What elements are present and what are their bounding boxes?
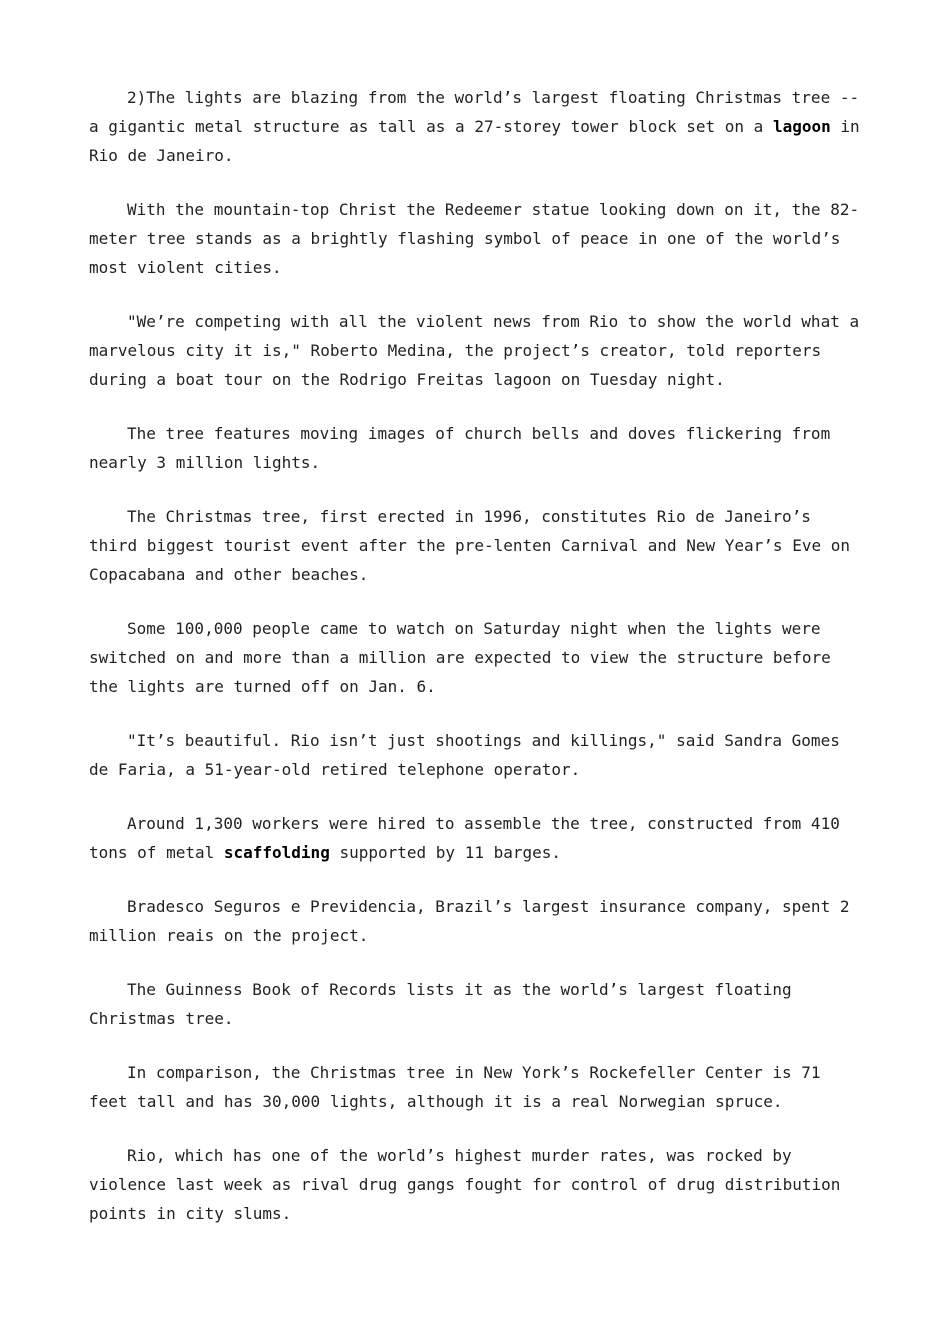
paragraph-4: The tree features moving images of church bells and doves flickering from nearly 3 million lights. xyxy=(89,424,831,472)
paragraph-2: With the mountain-top Christ the Redeemer statue looking down on it, the 82-meter tree stands as a brightly flashing symbol of peace in one of the world’s most violent cities. xyxy=(89,200,860,277)
paragraph-10: The Guinness Book of Records lists it as the world’s largest floating Christmas tree. xyxy=(89,980,792,1028)
paragraph-3: "We’re competing with all the violent news from Rio to show the world what a marvelous city it is," Roberto Medina, the project’s creator, told reporters during a boat tour on the Rodrigo Freitas lagoon on Tuesday night. xyxy=(89,312,860,389)
paragraph-5: The Christmas tree, first erected in 1996, constitutes Rio de Janeiro’s third biggest tourist event after the pre-lenten Carnival and New Year’s Eve on Copacabana and other beaches. xyxy=(89,507,850,584)
paragraph-6: Some 100,000 people came to watch on Saturday night when the lights were switched on and more than a million are expected to view the structure before the lights are turned off on Jan. 6. xyxy=(89,619,831,696)
paragraph-8-text-a: Around 1,300 workers were hired to assemble the tree, constructed from 410 tons of metal xyxy=(89,814,840,862)
paragraph-8-text-b: supported by 11 barges. xyxy=(329,843,562,862)
paragraph-12: Rio, which has one of the world’s highest murder rates, was rocked by violence last week as rival drug gangs fought for control of drug distribution points in city slums. xyxy=(89,1146,841,1223)
keyword-lagoon: lagoon xyxy=(772,117,831,136)
document-page xyxy=(89,83,861,1253)
paragraph-1-text-a: 2)The lights are blazing from the world’s largest floating Christmas tree -- a gigantic metal structure as tall as a 27-storey tower block set on a xyxy=(89,88,860,136)
paragraph-11: In comparison, the Christmas tree in New York’s Rockefeller Center is 71 feet tall and has 30,000 lights, although it is a real Norwegian spruce. xyxy=(89,1063,821,1111)
paragraph-8 xyxy=(89,809,861,867)
paragraph-7: "It’s beautiful. Rio isn’t just shootings and killings," said Sandra Gomes de Faria, a 51-year-old retired telephone operator. xyxy=(89,731,840,779)
paragraph-9: Bradesco Seguros e Previdencia, Brazil’s largest insurance company, spent 2 million reais on the project. xyxy=(89,897,850,945)
keyword-scaffolding: scaffolding xyxy=(223,843,330,862)
paragraph-1-text-b: in Rio de Janeiro. xyxy=(89,117,860,165)
paragraph-1 xyxy=(89,83,861,170)
